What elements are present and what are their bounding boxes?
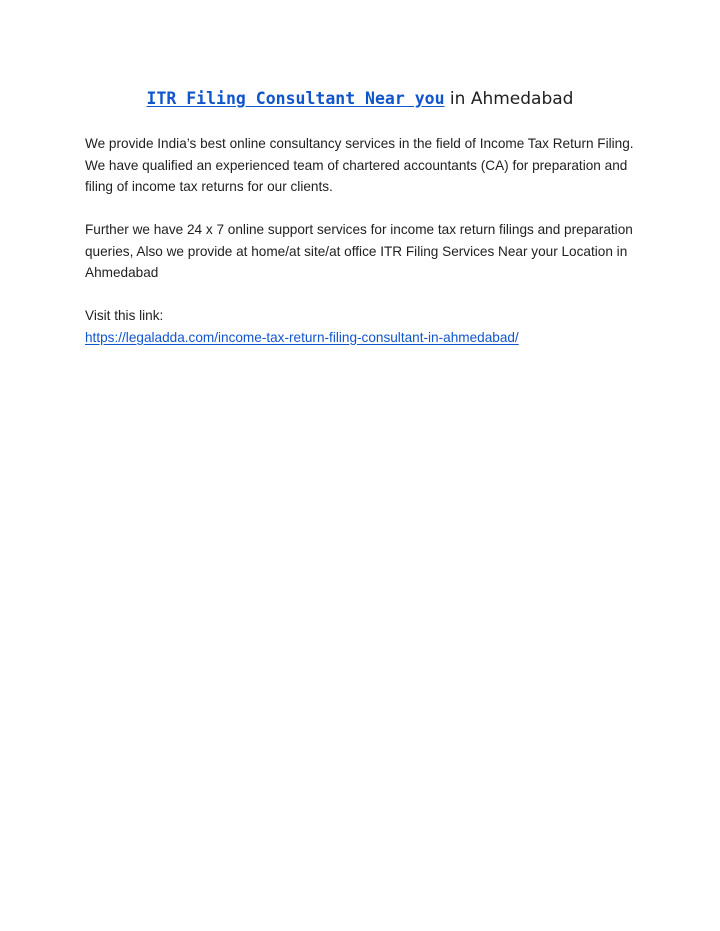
paragraph-support-text: Further we have 24 x 7 online support services for income tax return filings and preparation queries, Also we provide at home/at site/at office ITR Filing Services Near your Location in Ahmedabad — [85, 222, 633, 280]
visit-label: Visit this link: — [85, 308, 164, 323]
page-title — [0, 86, 720, 112]
title-link[interactable]: ITR Filing Consultant Near you — [146, 89, 445, 108]
paragraph-intro-text: We provide India’s best online consultancy services in the field of Income Tax Return Filing. We have qualified an experienced team of chartered accountants (CA) for preparation and filing of income tax returns for our clients. — [85, 136, 634, 194]
website-link[interactable]: https://legaladda.com/income-tax-return-filing-consultant-in-ahmedabad/ — [85, 329, 519, 345]
visit-link-section — [85, 305, 645, 348]
paragraph-intro — [85, 133, 645, 198]
paragraph-support — [85, 219, 645, 284]
title-suffix: in Ahmedabad — [444, 89, 574, 109]
